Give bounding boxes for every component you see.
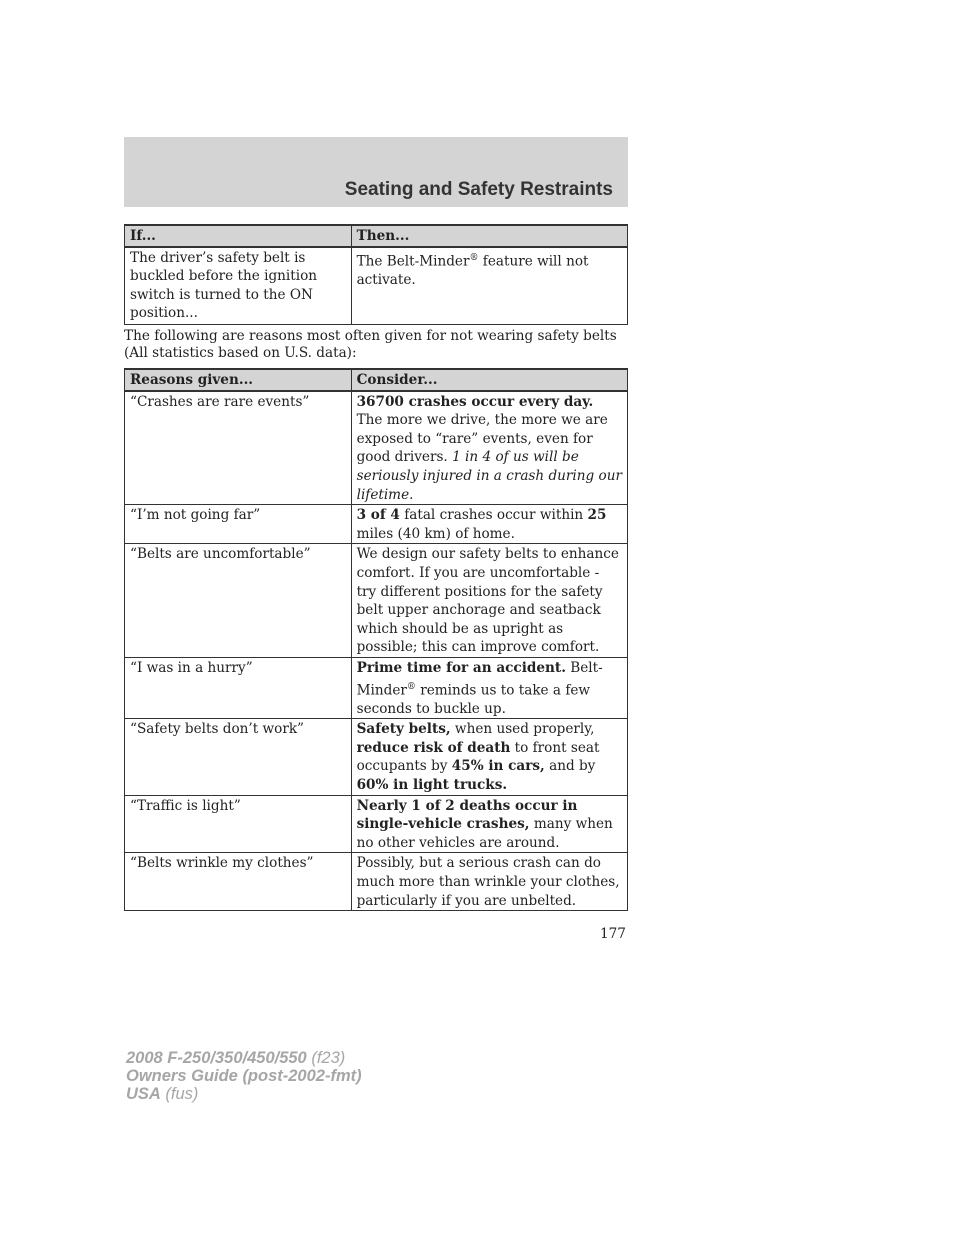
reasons-table [124, 368, 628, 911]
footer-region-code: (fus) [160, 1085, 199, 1103]
consider-text: and by [544, 758, 596, 775]
consider-text: Belt-Minder [356, 659, 603, 699]
section-header-band [124, 137, 628, 207]
consider-text: 25 [587, 507, 607, 524]
consider-text: reduce risk of death [356, 739, 511, 756]
reason-cell: “I was in a hurry” [125, 657, 352, 718]
consider-cell [351, 719, 627, 795]
footer-line-3 [126, 1085, 526, 1103]
consider-cell [351, 505, 627, 544]
table-row [125, 719, 628, 795]
table-row [125, 795, 628, 853]
then-cell [351, 247, 627, 325]
registered-mark: ® [406, 681, 416, 692]
consider-cell [351, 391, 627, 505]
consider-text: 1 in 4 of us will be seriously injured in a crash during our lifetime. [356, 449, 622, 503]
column-header-reasons: Reasons given... [125, 369, 352, 391]
table-row [125, 544, 628, 658]
consider-text: 60% in light trucks. [356, 777, 508, 793]
consider-text: reminds us to take a few seconds to buckle up. [356, 682, 591, 717]
table-header-row [125, 225, 628, 247]
registered-mark: ® [469, 252, 479, 263]
if-cell: The driver’s safety belt is buckled before the ignition switch is turned to the ON position... [125, 247, 352, 325]
consider-text: 3 of 4 [356, 507, 400, 524]
footer-line-1 [126, 1049, 526, 1067]
consider-cell [351, 657, 627, 718]
section-title: Seating and Safety Restraints [344, 179, 613, 200]
consider-text: Safety belts, [356, 721, 451, 738]
footer-region: USA [126, 1085, 161, 1103]
reason-cell: “Traffic is light” [125, 795, 352, 853]
document-footer [126, 1049, 526, 1103]
footer-line-2 [126, 1067, 526, 1085]
column-header-then: Then... [351, 225, 627, 247]
consider-text: to front seat occupants by [356, 739, 600, 775]
then-text-b: feature will not activate. [356, 253, 589, 288]
footer-guide: Owners Guide (post-2002-fmt) [126, 1067, 362, 1085]
consider-text: many when no other vehicles are around. [356, 816, 613, 851]
consider-text: 45% in cars, [451, 758, 545, 775]
belt-minder-condition-table [124, 224, 628, 325]
table-row [125, 391, 628, 505]
consider-text: Nearly 1 of 2 deaths occur in single-vehicle crashes, [356, 797, 578, 833]
consider-text: when used properly, [450, 721, 595, 738]
consider-text: Prime time for an accident. [356, 659, 566, 676]
footer-model-code: (f23) [306, 1049, 346, 1067]
consider-text: We design our safety belts to enhance comfort. If you are uncomfortable - try different positions for the safety belt upper anchorage and seatback which should be as upright as possible; this can improve comfort. [356, 546, 619, 656]
consider-text: 36700 crashes occur every day. [356, 393, 594, 410]
page-number: 177 [600, 926, 626, 942]
table-row [125, 657, 628, 718]
table-row [125, 505, 628, 544]
table-row [125, 247, 628, 325]
footer-model: 2008 F-250/350/450/550 [126, 1049, 307, 1067]
consider-text: Possibly, but a serious crash can do much more than wrinkle your clothes, particularly if you are unbelted. [356, 855, 620, 909]
reason-cell: “I’m not going far” [125, 505, 352, 544]
table-row [125, 853, 628, 911]
table-header-row [125, 369, 628, 391]
consider-text: The more we drive, the more we are exposed to “rare” events, even for good drivers. [356, 412, 608, 466]
intro-paragraph: The following are reasons most often given for not wearing safety belts (All statistics based on U.S. data): [124, 328, 617, 361]
column-header-if: If... [125, 225, 352, 247]
consider-text: fatal crashes occur within [399, 507, 588, 524]
reason-cell: “Crashes are rare events” [125, 391, 352, 505]
consider-text: miles (40 km) of home. [356, 525, 515, 542]
consider-cell [351, 853, 627, 911]
consider-cell [351, 544, 627, 658]
consider-cell [351, 795, 627, 853]
reason-cell: “Belts are uncomfortable” [125, 544, 352, 658]
column-header-consider: Consider... [351, 369, 627, 391]
then-text-a: The Belt-Minder [356, 253, 470, 270]
reason-cell: “Belts wrinkle my clothes” [125, 853, 352, 911]
reason-cell: “Safety belts don’t work” [125, 719, 352, 795]
